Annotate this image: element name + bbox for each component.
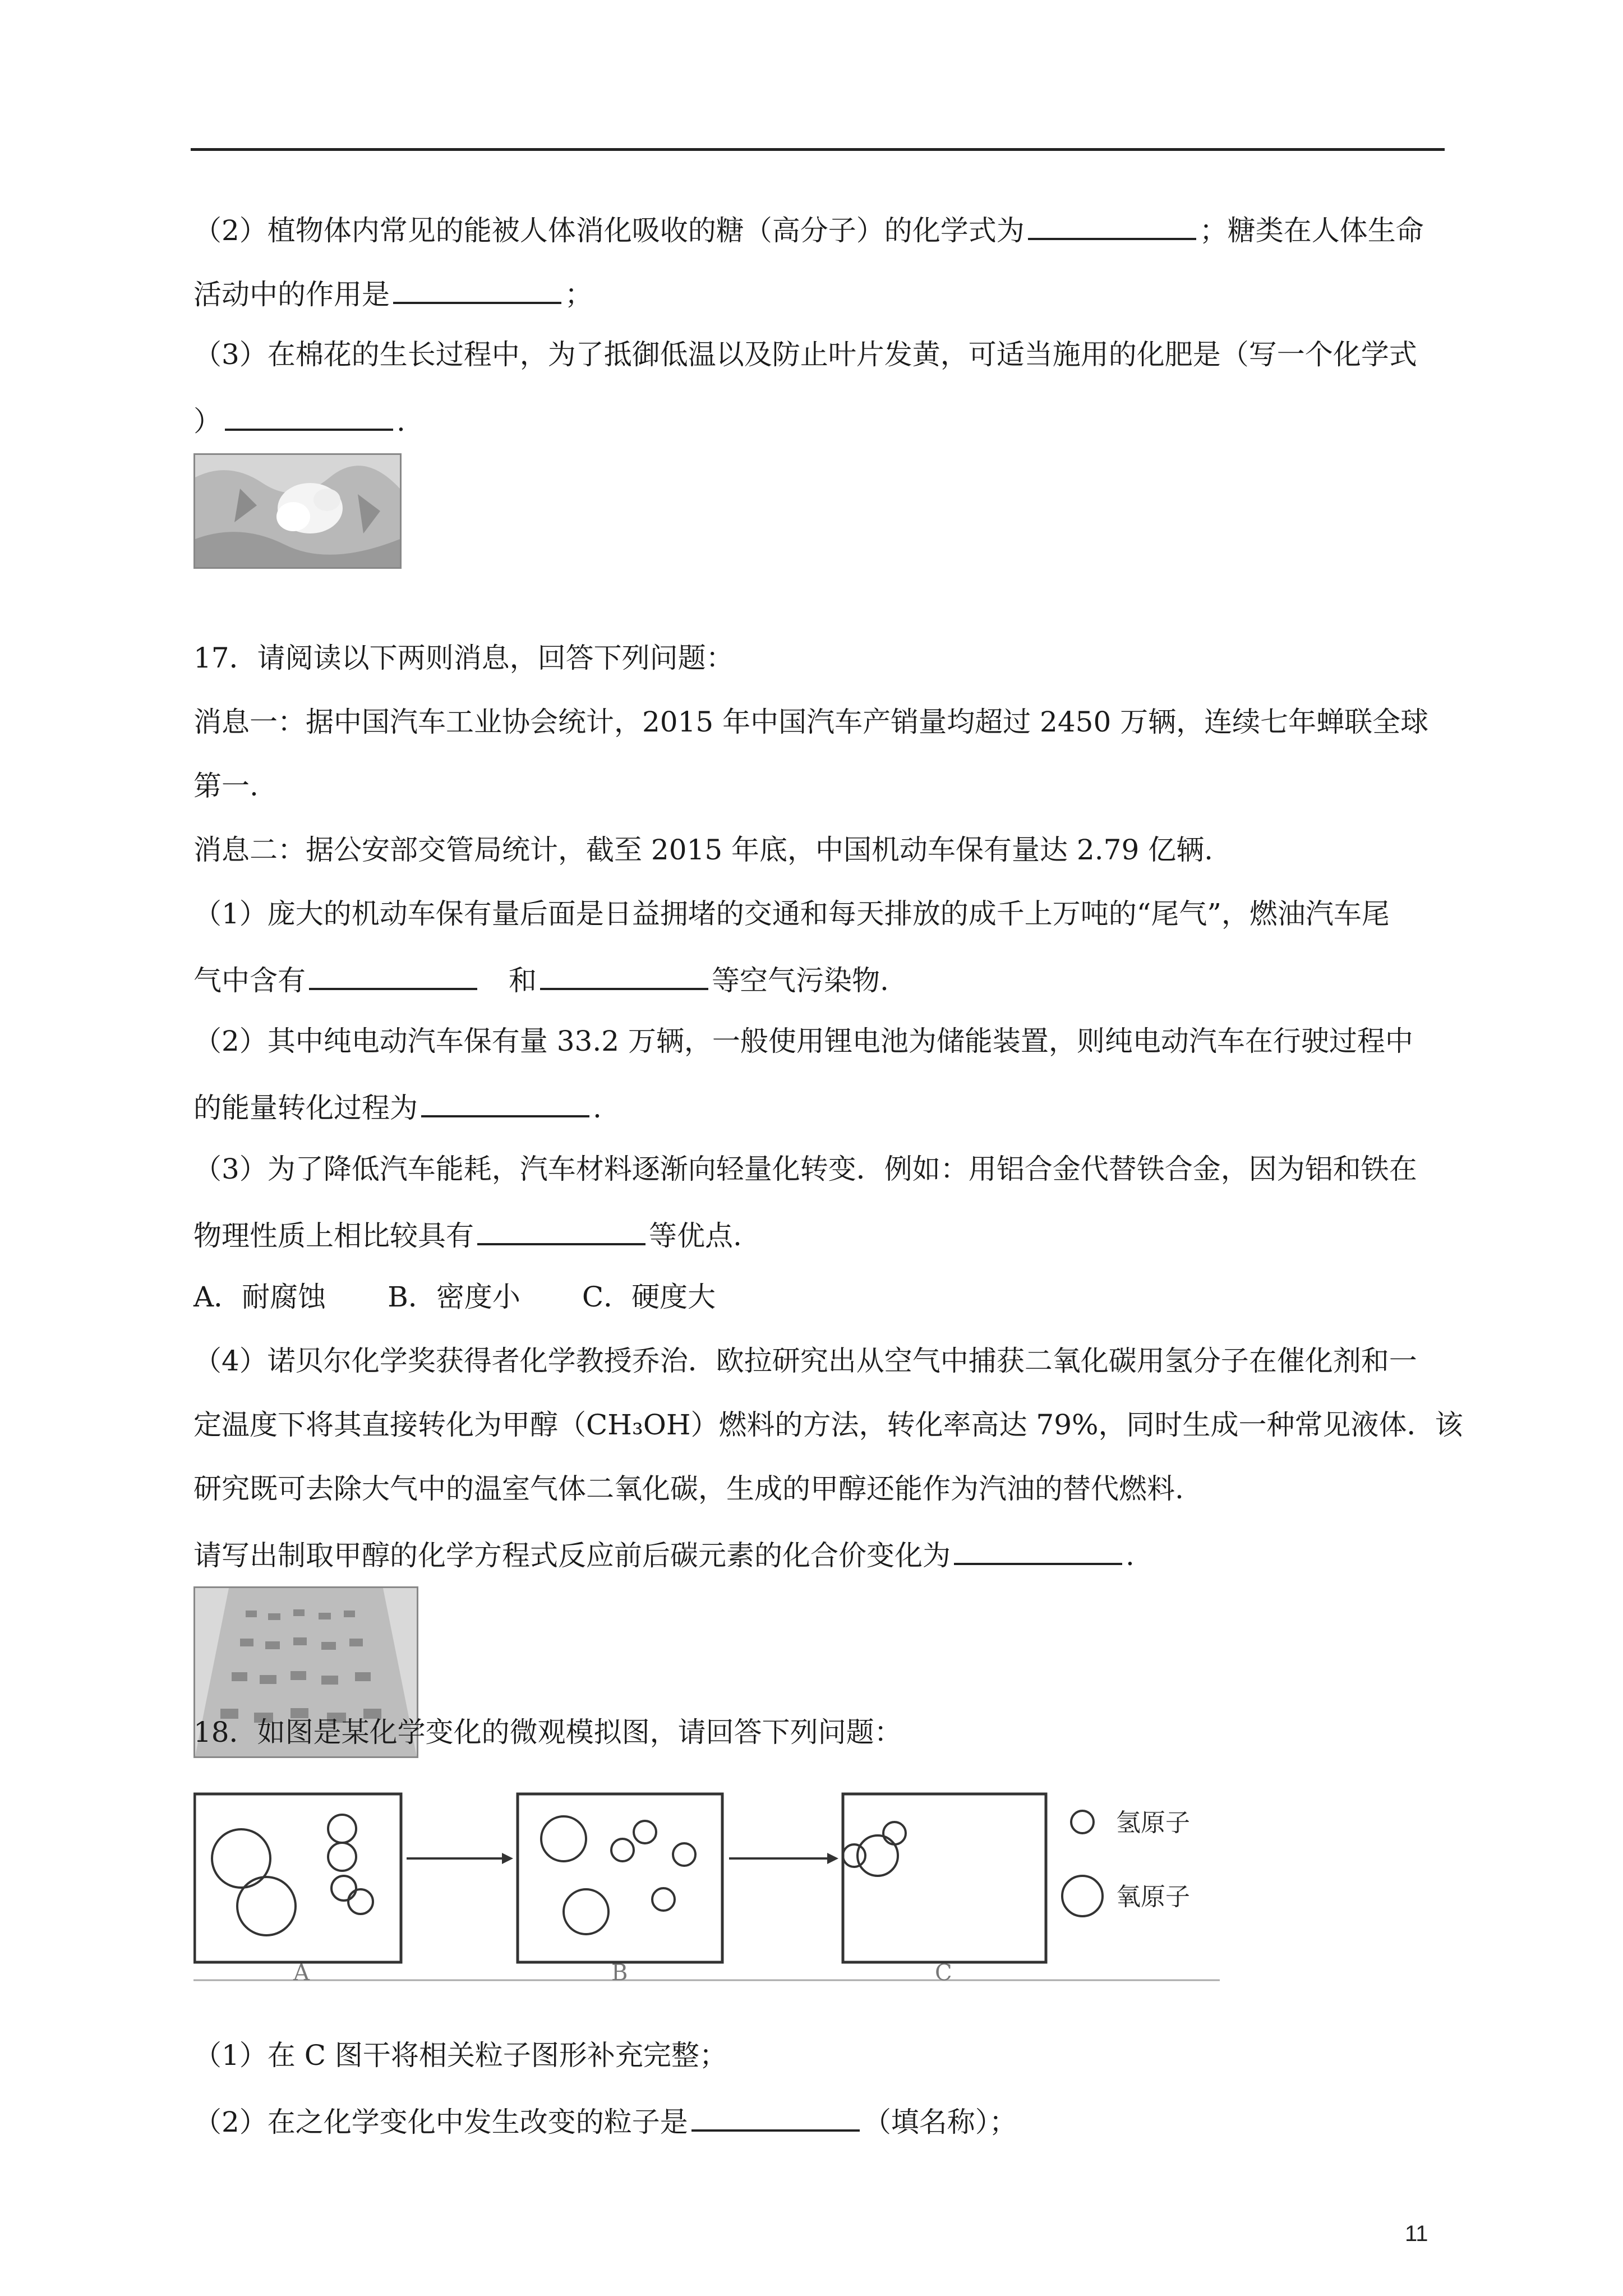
label-a: A [293, 1960, 310, 1985]
q17-part4-text-b: 定温度下将其直接转化为甲醇（CH₃OH）燃料的方法，转化率高达 79%，同时生成一种常见液体．该 [193, 1409, 1463, 1441]
q18-title [193, 1715, 902, 1749]
message1-text-b: 第一. [193, 770, 259, 802]
legend-oxygen-label: 氧原子 [1116, 1883, 1190, 1911]
q17-part2-line2 [193, 1088, 602, 1125]
q17-part2-line1 [193, 1024, 1413, 1058]
answer-blank[interactable] [691, 2102, 860, 2132]
q17-part4-text-d: 请写出制取甲醇的化学方程式反应前后碳元素的化合价变化为 [193, 1539, 951, 1572]
q16-part2-line2 [193, 275, 593, 311]
message2-text: 消息二：据公安部交管局统计，截至 2015 年底，中国机动车保有量达 2.79 亿辆. [193, 834, 1214, 866]
q17-part4-text-e: . [1126, 1539, 1135, 1572]
q17-part4-line4 [193, 1536, 1135, 1572]
q16-part2-line1 [193, 211, 1424, 247]
reaction-diagram [193, 1783, 1220, 1985]
q17-part4-line3 [193, 1472, 1184, 1506]
q18-part1-text: （1）在 C 图干将相关粒子图形补充完整； [193, 2039, 727, 2072]
answer-blank[interactable] [540, 961, 708, 990]
q17-title [193, 641, 734, 675]
cotton-photo [193, 453, 402, 569]
q17-part1-line1 [193, 897, 1390, 931]
q17-part4-line2 [193, 1408, 1463, 1442]
q17-part1-line2 [193, 961, 889, 997]
answer-blank[interactable] [225, 402, 393, 431]
q17-part1-text-b: 气中含有 [193, 964, 306, 997]
label-c: C [935, 1960, 952, 1985]
answer-blank[interactable] [421, 1088, 589, 1117]
q17-part2-text-c: . [593, 1092, 602, 1124]
answer-blank[interactable] [309, 961, 477, 990]
answer-blank[interactable] [393, 275, 561, 304]
q16-part2-text-c: 活动中的作用是 [193, 278, 390, 311]
q17-text: 17．请阅读以下两则消息，回答下列问题： [193, 642, 734, 674]
option-c[interactable]: C．硬度大 [582, 1281, 716, 1313]
box-c [843, 1794, 1046, 1962]
q17-part1-text-c: 和 [509, 964, 537, 997]
answer-blank[interactable] [954, 1536, 1122, 1565]
legend [1062, 1809, 1190, 1916]
q18-text: 18．如图是某化学变化的微观模拟图，请回答下列问题： [193, 1716, 902, 1749]
q17-part1-text: （1）庞大的机动车保有量后面是日益拥堵的交通和每天排放的成千上万吨的“尾气”，燃油汽车尾 [193, 898, 1390, 930]
q16-part3-text: （3）在棉花的生长过程中，为了抵御低温以及防止叶片发黄，可适当施用的化肥是（写一个化学式 [193, 338, 1417, 371]
q17-part3-text-c: 等优点. [649, 1220, 742, 1252]
hydrogen-legend-icon [1071, 1811, 1094, 1833]
q16-part3-line2 [193, 402, 405, 438]
box-b [518, 1794, 722, 1962]
q17-part1-text-d: 等空气污染物. [712, 964, 889, 997]
legend-hydrogen-label: 氢原子 [1116, 1809, 1190, 1837]
q17-part3-text-b: 物理性质上相比较具有 [193, 1220, 474, 1252]
q16-part2-text-b: ；糖类在人体生命 [1199, 214, 1424, 247]
option-a[interactable]: A．耐腐蚀 [193, 1281, 326, 1313]
q16-part3-line1 [193, 338, 1417, 371]
q18-part2-line [193, 2102, 1017, 2139]
q17-part4-text: （4）诺贝尔化学奖获得者化学教授乔治．欧拉研究出从空气中捕获二氧化碳用氢分子在催化剂和一 [193, 1345, 1417, 1377]
q17-part4-text-c: 研究既可去除大气中的温室气体二氧化碳，生成的甲醇还能作为汽油的替代燃料. [193, 1473, 1184, 1505]
answer-blank[interactable] [1028, 211, 1196, 240]
header-rule [191, 148, 1445, 151]
q17-part2-text-b: 的能量转化过程为 [193, 1092, 418, 1124]
page-number: 11 [1405, 2221, 1428, 2246]
box-a [195, 1794, 401, 1962]
answer-blank[interactable] [477, 1216, 645, 1245]
q16-part2-text-d: ； [565, 278, 593, 311]
option-b[interactable]: B．密度小 [388, 1281, 520, 1313]
q17-part3-line2 [193, 1216, 742, 1253]
q17-part3-text: （3）为了降低汽车能耗，汽车材料逐渐向轻量化转变．例如：用铝合金代替铁合金，因为铝和铁在 [193, 1153, 1417, 1185]
q17-part4-line1 [193, 1344, 1417, 1378]
q17-part3-line1 [193, 1152, 1417, 1186]
q16-part2-text: （2）植物体内常见的能被人体消化吸收的糖（高分子）的化学式为 [193, 214, 1025, 247]
message2-line [193, 833, 1213, 867]
label-b: B [611, 1960, 628, 1985]
q17-part3-options [193, 1280, 777, 1314]
q18-part1-line [193, 2039, 727, 2072]
q17-part2-text: （2）其中纯电动汽车保有量 33.2 万辆，一般使用锂电池为储能装置，则纯电动汽车在行驶过程中 [193, 1025, 1413, 1057]
message1-text: 消息一：据中国汽车工业协会统计，2015 年中国汽车产销量均超过 2450 万辆，连续七年蝉联全球 [193, 706, 1429, 738]
q16-part3-text-b: ） [193, 405, 222, 438]
arrow-a-to-b [407, 1853, 513, 1864]
oxygen-legend-icon [1062, 1876, 1103, 1916]
message1-line1 [193, 705, 1428, 739]
arrow-b-to-c [729, 1853, 838, 1864]
message1-line2 [193, 769, 259, 803]
q18-part2-text-b: （填名称）； [863, 2106, 1017, 2138]
q16-part3-text-c: . [396, 405, 405, 438]
q18-part2-text: （2）在之化学变化中发生改变的粒子是 [193, 2106, 688, 2138]
